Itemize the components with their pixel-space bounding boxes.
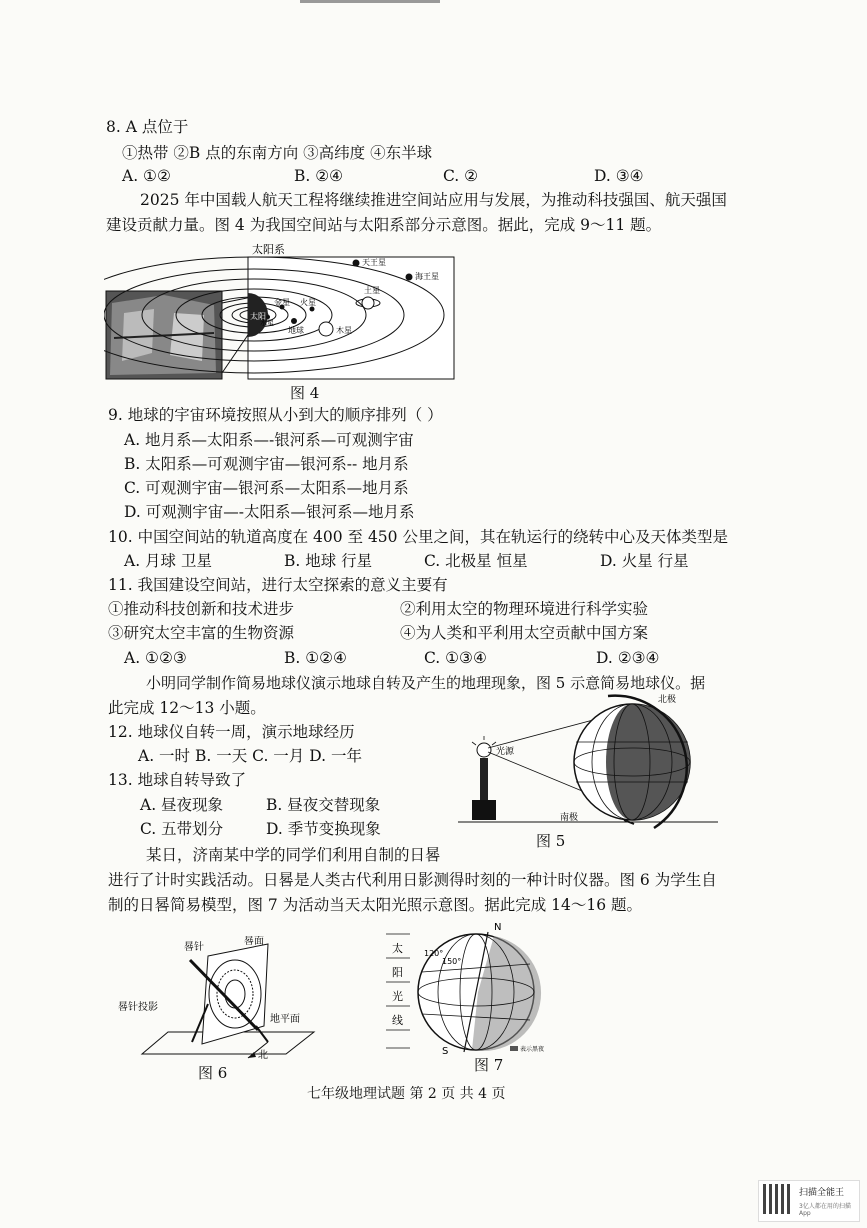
q9-option-a: A. 地月系—太阳系—-银河系—可观测宇宙: [124, 431, 414, 449]
q9-stem: 9. 地球的宇宙环境按照从小到大的顺序排列（ ）: [108, 406, 443, 424]
fig7-legend: 表示黑夜: [520, 1046, 545, 1053]
q8-option-d: D. ③④: [594, 167, 644, 185]
q8-items: ①热带 ②B 点的东南方向 ③高纬度 ④东半球: [122, 144, 433, 162]
top-edge-mark: [300, 0, 440, 3]
fig6-pointer-label: 晷针: [184, 942, 204, 953]
fig4-jupiter: 木星: [336, 326, 352, 335]
q13-option-a: A. 昼夜现象: [140, 796, 224, 814]
q8-option-b: B. ②④: [294, 167, 344, 185]
q11-option-c: C. ①③④: [424, 649, 487, 667]
fig6-shadow-label: 晷针投影: [118, 1002, 158, 1013]
figure-7: [384, 918, 560, 1058]
q13-option-c: C. 五带划分: [140, 820, 224, 838]
q9-option-b: B. 太阳系—可观测宇宙—银河系-- 地月系: [124, 455, 409, 473]
fig4-mercury: 水星: [260, 319, 274, 327]
fig4-title: 太阳系: [252, 243, 285, 256]
q11-item-1: ①推动科技创新和技术进步: [108, 600, 295, 618]
fig7-light-4: 线: [392, 1014, 403, 1027]
fig5-south-label: 南极: [560, 813, 579, 823]
intro9-line2: 建设贡献力量。图 4 为我国空间站与太阳系部分示意图。据此，完成 9～11 题。: [106, 216, 662, 234]
scanner-watermark: [758, 1180, 860, 1222]
q13-option-b: B. 昼夜交替现象: [266, 796, 381, 814]
qr-code-icon: [763, 1184, 793, 1214]
q10-option-c: C. 北极星 恒星: [424, 552, 528, 570]
q8-option-c: C. ②: [443, 167, 479, 185]
fig6-caption: 图 6: [198, 1064, 228, 1082]
fig5-light-label: 光源: [496, 747, 515, 757]
q13-stem: 13. 地球自转导致了: [108, 771, 247, 789]
q9-option-d: D. 可观测宇宙—-太阳系—银河系—地月系: [124, 503, 415, 521]
fig7-lon-120: 120°: [424, 949, 444, 958]
fig4-sun-label: 太阳: [250, 312, 266, 321]
fig4-venus: 金星: [274, 298, 290, 307]
fig7-s-label: S: [442, 1046, 449, 1057]
fig7-light-1: 太: [392, 942, 403, 955]
q8-option-a: A. ①②: [122, 167, 171, 185]
figure-6: [118, 936, 328, 1062]
fig6-ground-label: 地平面: [270, 1014, 300, 1025]
intro9-line1: 2025 年中国载人航天工程将继续推进空间站应用与发展，为推动科技强国、航天强国: [140, 191, 727, 209]
q10-option-b: B. 地球 行星: [284, 552, 373, 570]
q10-option-a: A. 月球 卫星: [124, 552, 212, 570]
scanner-title: 扫描全能王: [799, 1188, 845, 1198]
fig4-saturn: 土星: [364, 286, 380, 295]
intro14-line1: 某日，济南某中学的同学们利用自制的日晷: [146, 846, 441, 864]
q11-option-d: D. ②③④: [596, 649, 660, 667]
fig7-caption: 图 7: [474, 1056, 504, 1074]
q12-stem: 12. 地球仪自转一周，演示地球经历: [108, 723, 355, 741]
q11-item-4: ④为人类和平利用太空贡献中国方案: [400, 624, 649, 642]
fig4-neptune: 海王星: [415, 272, 439, 281]
q11-option-a: A. ①②③: [124, 649, 187, 667]
fig6-face-label: 晷面: [244, 936, 264, 947]
fig4-mars: 火星: [300, 298, 316, 307]
intro12-line2: 此完成 12～13 小题。: [108, 699, 266, 717]
fig6-north-label: 北: [258, 1050, 268, 1061]
q13-option-d: D. 季节变换现象: [266, 820, 381, 838]
fig7-light-3: 光: [392, 990, 403, 1003]
q9-option-c: C. 可观测宇宙—银河系—太阳系—地月系: [124, 479, 409, 497]
q10-stem: 10. 中国空间站的轨道高度在 400 至 450 公里之间，其在轨运行的绕转中心及天体类型是: [108, 528, 728, 546]
q11-item-2: ②利用太空的物理环境进行科学实验: [400, 600, 649, 618]
intro14-line2: 进行了计时实践活动。日晷是人类古代利用日影测得时刻的一种计时仪器。图 6 为学生自: [108, 871, 717, 889]
page-footer: 七年级地理试题 第 2 页 共 4 页: [307, 1086, 506, 1102]
q12-options: A. 一时 B. 一天 C. 一月 D. 一年: [138, 747, 362, 765]
fig7-lon-150: 150°: [442, 957, 462, 966]
fig7-n-label: N: [494, 922, 502, 933]
fig4-earth: 地球: [288, 326, 304, 335]
fig4-caption: 图 4: [290, 384, 320, 402]
scanner-subtitle: 3亿人都在用的扫描App: [799, 1203, 851, 1217]
fig5-caption: 图 5: [536, 832, 566, 850]
light-bulb-icon: [477, 743, 491, 757]
figure-5: [458, 692, 720, 832]
intro14-line3: 制的日晷简易模型，图 7 为活动当天太阳光照示意图。据此完成 14～16 题。: [108, 896, 643, 914]
fig7-light-2: 阳: [392, 966, 403, 979]
q11-item-3: ③研究太空丰富的生物资源: [108, 624, 295, 642]
q11-stem: 11. 我国建设空间站，进行太空探索的意义主要有: [108, 576, 448, 594]
figure-4: [104, 243, 464, 393]
q8-stem: 8. A 点位于: [106, 118, 189, 136]
intro12-line1: 小明同学制作简易地球仪演示地球自转及产生的地理现象，图 5 示意简易地球仪。据: [146, 674, 706, 692]
fig4-uranus: 天王星: [362, 258, 386, 267]
q10-option-d: D. 火星 行星: [600, 552, 689, 570]
q11-option-b: B. ①②④: [284, 649, 347, 667]
fig5-north-label: 北极: [658, 695, 677, 705]
